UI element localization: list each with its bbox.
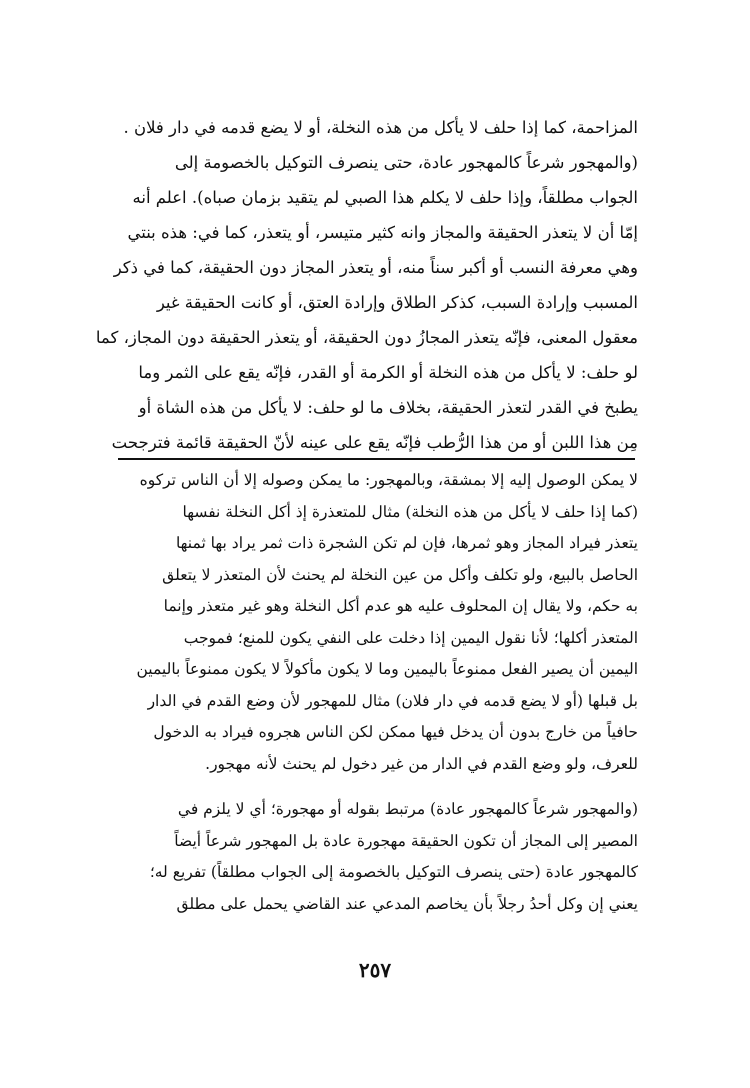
page-number: ٢٥٧ (358, 958, 392, 982)
main-text-line: إمّا أن لا يتعذر الحقيقة والمجاز وانه كثير متيسر، أو يتعذر، كما في: هذه بنتي (127, 223, 638, 242)
commentary-line: حافياً من خارج بدون أن يدخل فيها ممكن لكن الناس هجروه فيراد به الدخول (153, 723, 638, 741)
main-text-line: لو حلف: لا يأكل من هذه النخلة أو الكرمة أو القدر، فإنّه يقع على الثمر وما (138, 363, 638, 382)
commentary-line: يتعذر فيراد المجاز وهو ثمرها، فإن لم تكن الشجرة ذات ثمر يراد بها ثمنها (175, 534, 638, 552)
main-text-line: معقول المعنى، فإنّه يتعذر المجازُ دون الحقيقة، أو يتعذر الحقيقة دون المجاز، كما (95, 328, 638, 347)
section-divider (118, 458, 635, 460)
commentary-line: المصير إلى المجاز أن تكون الحقيقة مهجورة عادة بل المهجور شرعاً أيضاً (174, 831, 638, 850)
commentary-block (118, 465, 638, 920)
commentary-line: للعرف، ولو وضع القدم في الدار من غير دخول لم يحنث لأنه مهجور. (205, 754, 638, 773)
commentary-line: بل قبلها (أو لا يضع قدمه في دار فلان) مثال للمهجور لأن وضع القدم في الدار (147, 691, 638, 710)
main-text-line: المزاحمة، كما إذا حلف لا يأكل من هذه النخلة، أو لا يضع قدمه في دار فلان . (123, 118, 638, 137)
commentary-line: اليمين أن يصير الفعل ممنوعاً باليمين وما لا يكون مأكولاً لا يكون ممنوعاً باليمين (136, 660, 638, 678)
commentary-line: لا يمكن الوصول إليه إلا بمشقة، وبالمهجور: ما يمكن وصوله إلا أن الناس تركوه (139, 471, 638, 489)
paragraph-gap (118, 780, 638, 794)
main-text-block (95, 110, 638, 460)
commentary-line: (كما إذا حلف لا يأكل من هذه النخلة) مثال للمتعذرة إذ أكل النخلة نفسها (182, 502, 638, 521)
commentary-line: به حكم، ولا يقال إن المحلوف عليه هو عدم أكل النخلة وهو غير متعذر وإنما (163, 597, 638, 615)
commentary-line: يعني إن وكل أحدُ رجلاً بأن يخاصم المدعي عند القاضي يحمل على مطلق (176, 894, 638, 913)
main-text-line: وهي معرفة النسب أو أكبر سناً منه، أو يتعذر المجاز دون الحقيقة، كما في ذكر (113, 258, 638, 277)
main-text-line: (والمهجور شرعاً كالمهجور عادة، حتى ينصرف التوكيل بالخصومة إلى (174, 153, 638, 172)
commentary-line: (والمهجور شرعاً كالمهجور عادة) مرتبط بقوله أو مهجورة؛ أي لا يلزم في (177, 800, 638, 818)
main-text-line: المسبب وإرادة السبب، كذكر الطلاق وإرادة العتق، أو كانت الحقيقة غير (156, 293, 638, 312)
main-text-line: مِن هذا اللبن أو من هذا الرُّطب فإنّه يقع على عينه لأنّ الحقيقة قائمة فترجحت (111, 433, 638, 452)
main-text-line: الجواب مطلقاً، وإذا حلف لا يكلم هذا الصبي لم يتقيد بزمان صباه). اعلم أنه (132, 188, 638, 207)
main-text-line: يطبخ في القدر لتعذر الحقيقة، بخلاف ما لو حلف: لا يأكل من هذه الشاة أو (138, 398, 638, 417)
commentary-line: الحاصل بالبيع، ولو تكلف وأكل من عين النخلة لم يحنث لأن المتعذر لا يتعلق (162, 565, 638, 584)
commentary-line: كالمهجور عادة (حتى ينصرف التوكيل بالخصومة إلى الجواب مطلقاً) تفريع له؛ (149, 863, 638, 881)
commentary-line: المتعذر أكلها؛ لأنا نقول اليمين إذا دخلت على النفي يكون للمنع؛ فموجب (183, 628, 638, 647)
